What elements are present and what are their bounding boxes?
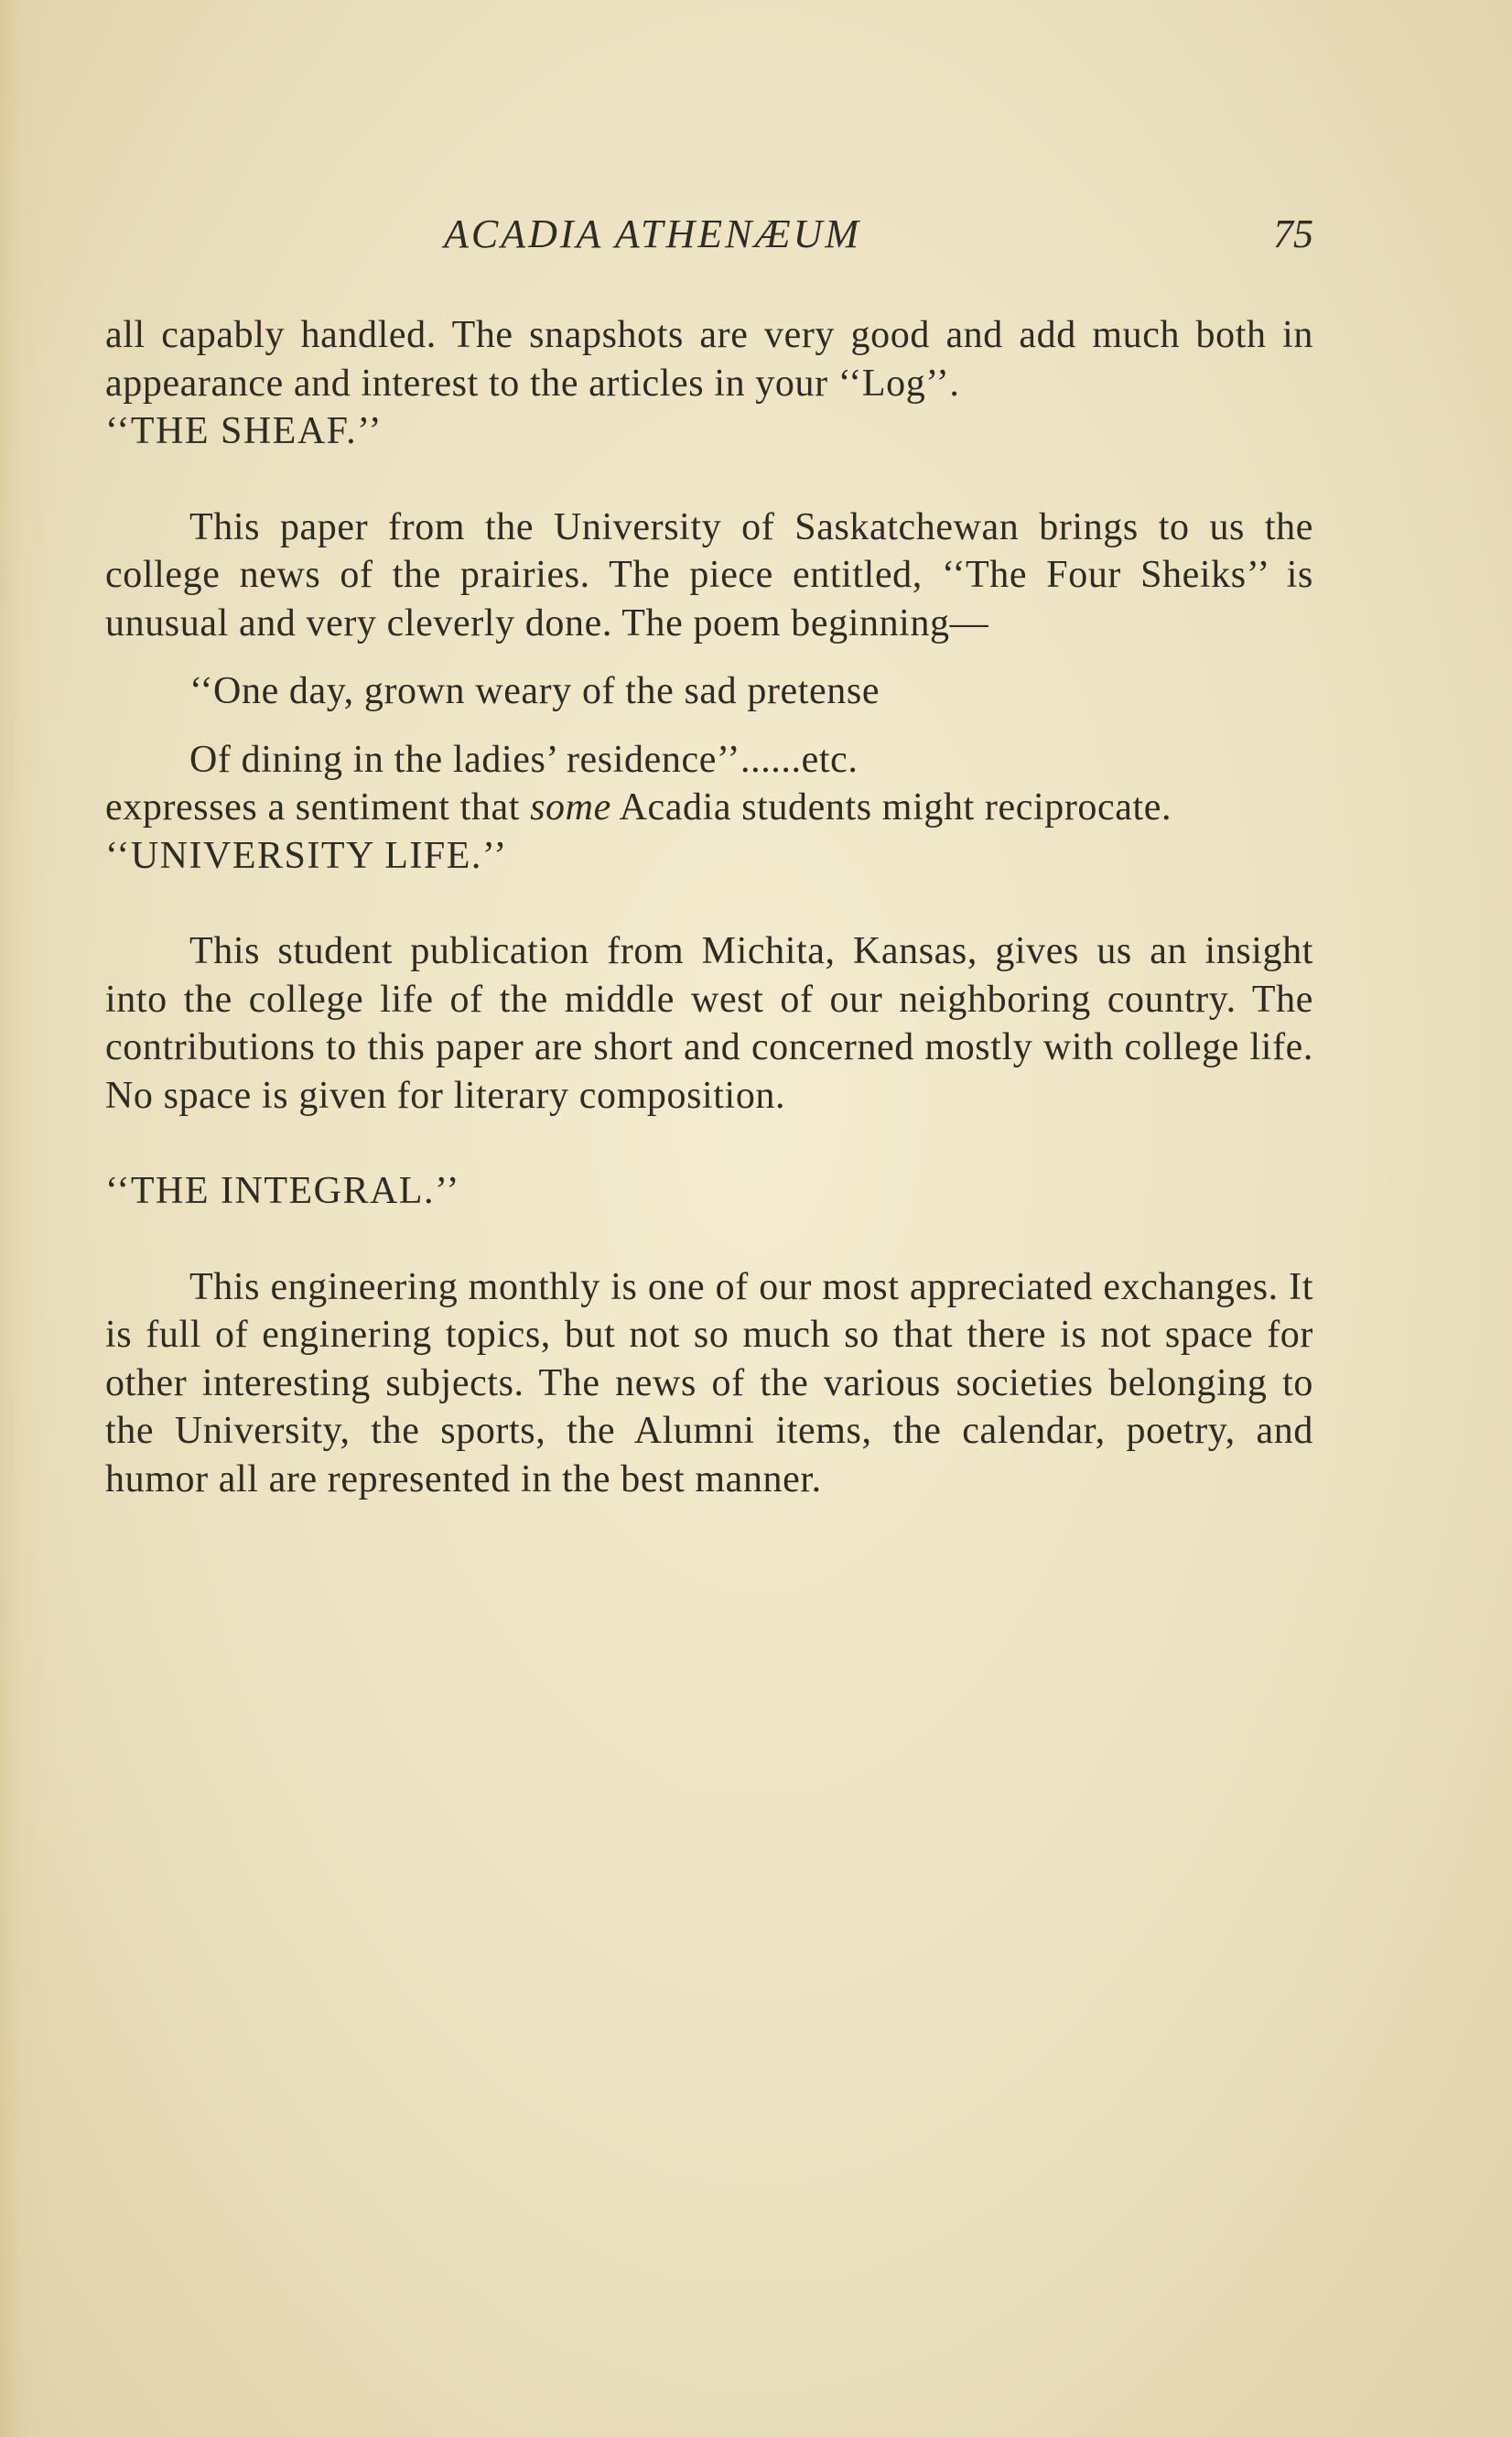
body-text	[105, 311, 1313, 1503]
section-heading-university-life: ‘‘UNIVERSITY LIFE.’’	[105, 834, 508, 877]
emphasis-some: some	[530, 786, 611, 829]
continuation-paragraph: all capably handled. The snapshots are very good and add much both in appearance and interest to the articles in your ‘‘Log’’.	[105, 314, 1313, 405]
verse-line-1: ‘‘One day, grown weary of the sad pretense	[189, 670, 880, 712]
verse-line-2: Of dining in the ladies’ residence’’......etc.	[189, 738, 859, 781]
paragraph-reciprocate-part-1: expresses a sentiment that	[105, 786, 520, 829]
page-number: 75	[1273, 211, 1313, 256]
paragraph-reciprocate-part-2: Acadia students might reciprocate.	[619, 786, 1172, 829]
section-heading-sheaf: ‘‘THE SHEAF.’’	[105, 410, 383, 452]
section-heading-integral: ‘‘THE INTEGRAL.’’	[105, 1170, 460, 1212]
running-title: ACADIA ATHENÆUM	[444, 211, 862, 256]
paragraph-reciprocate	[105, 784, 1313, 832]
paragraph-sheaf: This paper from the University of Saskatchewan brings to us the college news of the prairies. The piece entitled, ‘‘The Four Sheiks’’ is unusual and very cleverly done. The poem beginning—	[105, 505, 1313, 644]
paragraph-integral: This engineering monthly is one of our most appreciated exchanges. It is full of enginering topics, but not so much so that there is not space for other interesting subjects. The news of the various societies belonging to the University, the sports, the Alumni items, the calendar, poetry, and humor all are represented in the best manner.	[105, 1265, 1313, 1500]
paragraph-university-life: This student publication from Michita, Kansas, gives us an insight into the college life of the middle west of our neighboring country. The contributions to this paper are short and concerned mostly with college life. No space is given for literary composition.	[105, 930, 1313, 1117]
running-head	[105, 211, 1313, 265]
